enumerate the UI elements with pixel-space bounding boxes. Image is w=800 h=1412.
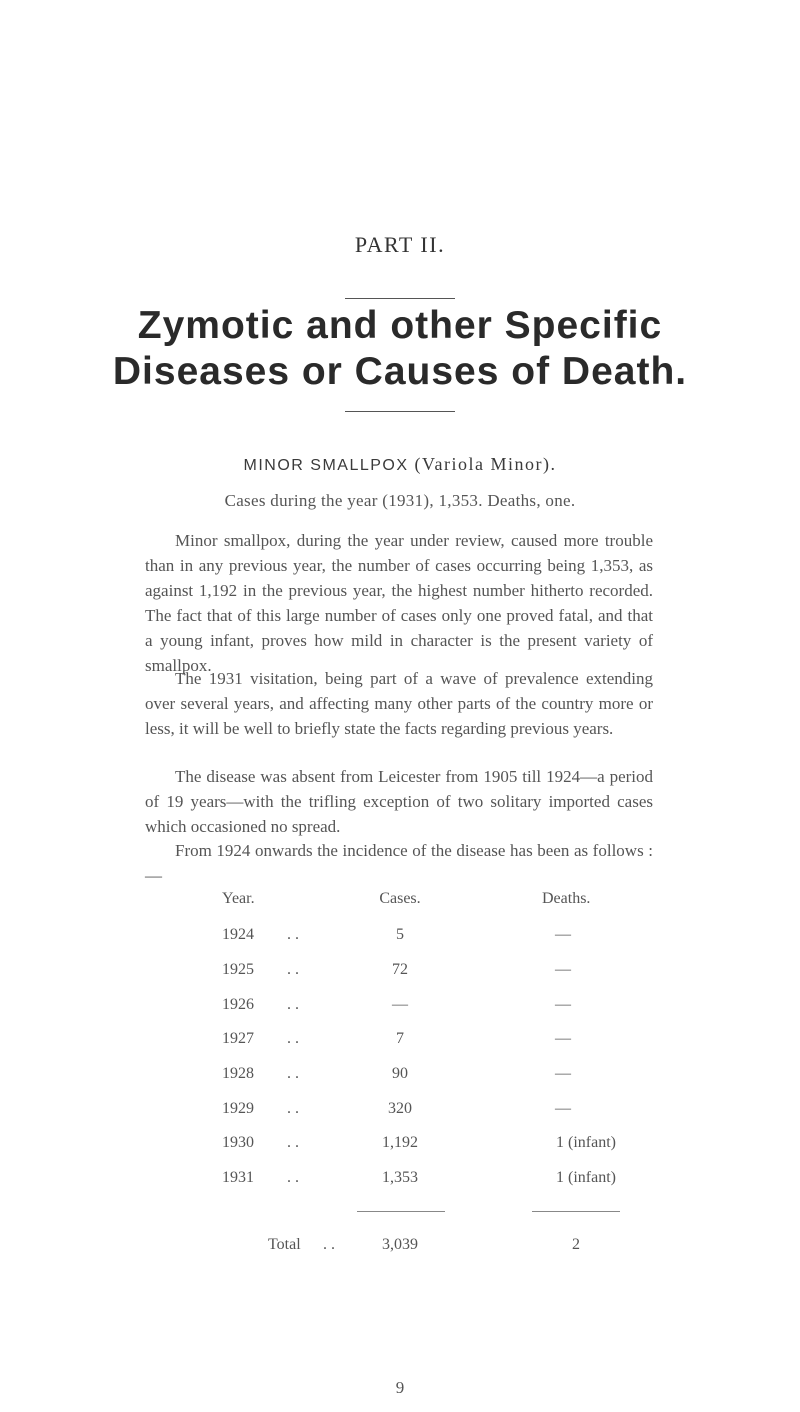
paragraph-1: Minor smallpox, during the year under review, caused more trouble than in any previous year, the number of cases occurring being 1,353, as against 1,192 in the previous year, the highest number hitherto recorded. The fact that of this large number of cases only one proved fatal, and that a young infant, proves how mild in character is the present variety of smallpox.: [145, 531, 653, 675]
table-header-cases: Cases.: [379, 890, 421, 907]
total-label: Total: [268, 1236, 301, 1253]
row-year: 1930: [222, 1134, 254, 1151]
total-rule-cases: [357, 1211, 445, 1212]
row-deaths: —: [555, 1030, 571, 1047]
row-cases: —: [392, 996, 408, 1013]
row-cases: 7: [396, 1030, 404, 1047]
row-dots: . .: [287, 926, 299, 943]
row-cases: 5: [396, 926, 404, 943]
table-header-year: Year.: [222, 890, 255, 907]
row-cases: 72: [392, 961, 408, 978]
row-cases: 320: [388, 1100, 412, 1117]
row-dots: . .: [287, 1169, 299, 1186]
row-deaths: —: [555, 1100, 571, 1117]
divider-top: [345, 298, 455, 299]
paragraph-4: From 1924 onwards the incidence of the disease has been as follows :—: [145, 841, 653, 885]
row-cases: 1,192: [382, 1134, 418, 1151]
section-title-sub: (Variola Minor).: [414, 454, 557, 474]
row-year: 1926: [222, 996, 254, 1013]
page-heading: [0, 303, 800, 395]
row-dots: . .: [287, 1065, 299, 1082]
table-header-deaths: Deaths.: [542, 890, 591, 907]
row-deaths: 1 (infant): [556, 1169, 616, 1186]
page-number: 9: [395, 1378, 405, 1397]
paragraph-3: The disease was absent from Leicester from 1905 till 1924—a period of 19 years—with the trifling exception of two solitary imported cases which occasioned no spread.: [145, 767, 653, 836]
row-deaths: 1 (infant): [556, 1134, 616, 1151]
row-dots: . .: [287, 961, 299, 978]
row-year: 1929: [222, 1100, 254, 1117]
row-dots: . .: [287, 1100, 299, 1117]
row-dots: . .: [287, 996, 299, 1013]
total-deaths: 2: [572, 1236, 580, 1253]
row-cases: 1,353: [382, 1169, 418, 1186]
row-dots: . .: [287, 1134, 299, 1151]
heading-line-2: Diseases or Causes of Death.: [112, 350, 688, 393]
row-year: 1925: [222, 961, 254, 978]
intro-line: Cases during the year (1931), 1,353. Deaths, one.: [224, 491, 576, 510]
row-year: 1931: [222, 1169, 254, 1186]
heading-line-1: Zymotic and other Specific: [137, 304, 663, 347]
row-deaths: —: [555, 996, 571, 1013]
total-rule-deaths: [532, 1211, 620, 1212]
total-cases: 3,039: [382, 1236, 418, 1253]
section-title-main: MINOR SMALLPOX: [243, 457, 409, 474]
row-year: 1927: [222, 1030, 254, 1047]
part-title: PART II.: [354, 232, 446, 257]
paragraph-2: The 1931 visitation, being part of a wave of prevalence extending over several years, and affecting many other parts of the country more or less, it will be well to briefly state the facts regarding previous years.: [145, 669, 653, 738]
section-title: [0, 454, 800, 475]
row-dots: . .: [287, 1030, 299, 1047]
row-deaths: —: [555, 926, 571, 943]
row-year: 1924: [222, 926, 254, 943]
total-dots: . .: [323, 1236, 335, 1253]
row-cases: 90: [392, 1065, 408, 1082]
divider-bottom: [345, 411, 455, 412]
row-year: 1928: [222, 1065, 254, 1082]
row-deaths: —: [555, 961, 571, 978]
row-deaths: —: [555, 1065, 571, 1082]
